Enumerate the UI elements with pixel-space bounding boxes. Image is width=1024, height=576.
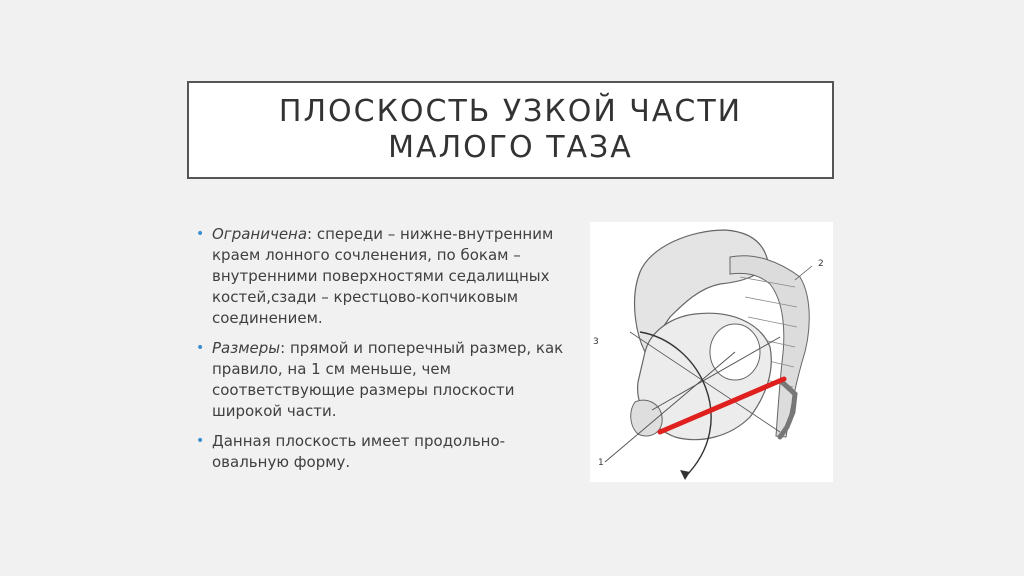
bullet-lead: Размеры: [212, 339, 281, 357]
bullet-item-shape: [196, 431, 576, 473]
bullet-text: : прямой и поперечный размер, как правило, на 1 см меньше, чем соответствующие размеры плоскости широкой части.: [212, 339, 564, 420]
title-box: [187, 81, 834, 179]
label-1: 1: [598, 458, 604, 468]
bullet-dot-icon: •: [196, 340, 205, 356]
bullet-item-dimensions: [196, 338, 576, 422]
bullet-list: [196, 224, 576, 482]
label-2: 2: [818, 259, 824, 269]
bullet-dot-icon: •: [196, 433, 205, 449]
label-3: 3: [593, 337, 599, 347]
bullet-dot-icon: •: [196, 226, 205, 242]
slide-title: ПЛОСКОСТЬ УЗКОЙ ЧАСТИ МАЛОГО ТАЗА: [278, 94, 743, 165]
pelvis-diagram: [590, 222, 833, 482]
bullet-text: : спереди – нижне-внутренним краем лонного сочленения, по бокам – внутренними поверхностями седалищных костей,сзади – крестцово-копчиковым соединением.: [212, 225, 554, 327]
bullet-lead: Ограничена: [212, 225, 308, 243]
bullet-text: Данная плоскость имеет продольно-овальную форму.: [212, 432, 506, 471]
bullet-item-boundaries: [196, 224, 576, 329]
pelvis-illustration: [590, 222, 833, 482]
